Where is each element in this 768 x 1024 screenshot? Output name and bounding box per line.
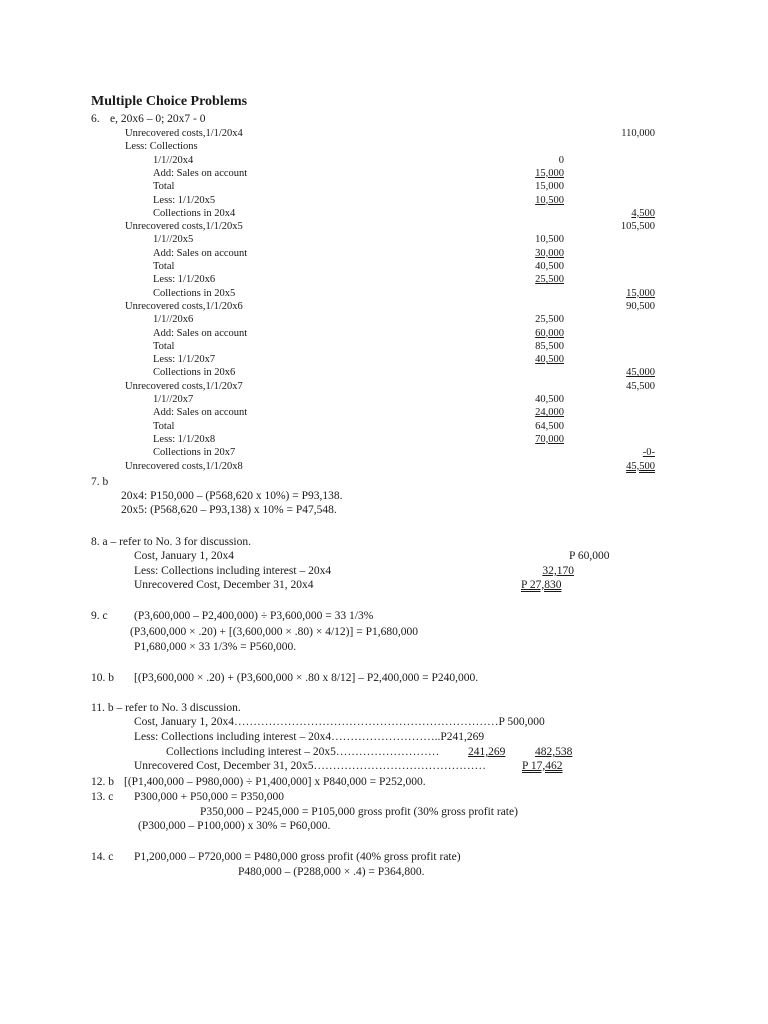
q6-row-label: Unrecovered costs,1/1/20x6	[125, 300, 243, 312]
q13-line-1: P300,000 + P50,000 = P350,000	[134, 791, 285, 803]
q6-row-label: Less: 1/1/20x6	[153, 274, 216, 286]
q11-number: 11. b – refer to No. 3 discussion.	[91, 702, 241, 714]
q8-line-2: Less: Collections including interest – 20x4	[134, 565, 332, 577]
q6-row-label: Add: Sales on account	[153, 407, 248, 419]
q6-row-label: Unrecovered costs,1/1/20x8	[125, 460, 243, 472]
q6-row-amount: 85,500	[535, 340, 564, 352]
q6-row-label: Less: 1/1/20x8	[153, 433, 216, 445]
q6-row-total: 4,500	[631, 207, 655, 219]
q6-row-label: 1/1//20x4	[153, 154, 194, 166]
q7-line-2: 20x5: (P568,620 – P93,138) x 10% = P47,548.	[121, 504, 337, 516]
q6-row-amount: 70,000	[535, 433, 564, 445]
q6-row-label: Less: 1/1/20x7	[153, 354, 216, 366]
q8-line-3: Unrecovered Cost, December 31, 20x4	[134, 579, 314, 591]
q6-row-label: Total	[153, 261, 175, 272]
q6-row-label: Add: Sales on account	[153, 327, 248, 339]
q6-row-label: Unrecovered costs,1/1/20x5	[125, 221, 243, 233]
q9-number: 9. c	[91, 610, 108, 622]
q10-number: 10. b	[91, 672, 114, 684]
q6-row-total: 90,500	[626, 300, 655, 312]
q6-row-label: Collections in 20x4	[153, 207, 236, 219]
q6-row-amount: 40,500	[535, 354, 564, 366]
q11-value-4: P 17,462	[522, 760, 563, 772]
q10-line-1: [(P3,600,000 × .20) + (P3,600,000 × .80 x 8/12] – P2,400,000 = P240,000.	[134, 672, 479, 684]
q6-row-label: Collections in 20x7	[153, 447, 236, 459]
q8-number: 8. a – refer to No. 3 for discussion.	[91, 536, 252, 548]
q6-number: 6.	[91, 113, 100, 125]
q6-row-amount: 24,000	[535, 407, 564, 419]
q11-line-2: Less: Collections including interest – 20x4………………………..P241,269	[134, 731, 485, 743]
q14-line-2: P480,000 – (P288,000 × .4) = P364,800.	[238, 866, 425, 878]
q8-line-1: Cost, January 1, 20x4	[134, 550, 234, 562]
q6-row-amount: 15,000	[535, 181, 564, 193]
q6-row-label: Collections in 20x6	[153, 367, 236, 379]
q8-value-1: P 60,000	[569, 550, 610, 562]
q11-value-3b: 482,538	[535, 746, 573, 758]
q6-row-label: Add: Sales on account	[153, 247, 248, 259]
q6-row-label: Less: Collections	[125, 141, 198, 153]
q6-row-total: 110,000	[621, 128, 655, 139]
q8-value-2: 32,170	[542, 565, 574, 577]
q6-row-amount: 25,500	[535, 274, 564, 286]
page-title: Multiple Choice Problems	[91, 94, 248, 109]
q6-row-amount: 25,500	[535, 314, 564, 326]
q12-number: 12. b	[91, 776, 114, 788]
q6-row-amount: 10,500	[535, 234, 564, 246]
q8-value-3: P 27,830	[521, 579, 562, 591]
q6-row-label: Add: Sales on account	[153, 167, 248, 179]
q13-line-2: P350,000 – P245,000 = P105,000 gross profit (30% gross profit rate)	[200, 806, 518, 818]
q6-row-amount: 40,500	[535, 261, 564, 272]
q6-row-label: Less: 1/1/20x5	[153, 194, 216, 206]
q7-number: 7. b	[91, 476, 109, 488]
q6-row-label: 1/1//20x5	[153, 234, 194, 246]
q9-line-2: (P3,600,000 × .20) + [(3,600,000 × .80) × 4/12)] = P1,680,000	[130, 626, 418, 638]
q9-line-3: P1,680,000 × 33 1/3% = P560,000.	[134, 641, 297, 653]
q7-line-1: 20x4: P150,000 – (P568,620 x 10%) = P93,138.	[121, 490, 343, 502]
q12-line-1: [(P1,400,000 – P980,000) ÷ P1,400,000] x P840,000 = P252,000.	[124, 776, 426, 788]
q6-row-amount: 64,500	[535, 420, 564, 432]
q6-row-amount: 0	[558, 154, 564, 166]
q6-row-label: Collections in 20x5	[153, 287, 236, 299]
q13-number: 13. c	[91, 791, 114, 803]
q6-row-amount: 30,000	[535, 247, 564, 259]
q6-row-amount: 15,000	[535, 167, 564, 179]
q6-row-total: 45,500	[626, 460, 655, 472]
q6-row-amount: 40,500	[535, 394, 564, 405]
q6-row-label: 1/1//20x7	[153, 394, 194, 405]
q9-line-1: (P3,600,000 – P2,400,000) ÷ P3,600,000 = 33 1/3%	[134, 610, 374, 622]
q13-line-3: (P300,000 – P100,000) x 30% = P60,000.	[138, 820, 331, 832]
q6-row-label: Unrecovered costs,1/1/20x7	[125, 380, 243, 392]
q6-row-total: 15,000	[626, 287, 655, 299]
q6-row-label: 1/1//20x6	[153, 314, 194, 326]
q14-line-1: P1,200,000 – P720,000 = P480,000 gross profit (40% gross profit rate)	[134, 851, 461, 863]
q6-row-amount: 10,500	[535, 194, 564, 206]
q11-line-1: Cost, January 1, 20x4……………………………………………………………P 500,000	[134, 716, 545, 728]
q6-row-total: 45,000	[626, 367, 655, 379]
q6-row-label: Total	[153, 181, 175, 193]
q6-row-label: Total	[153, 340, 175, 352]
q6-row-amount: 60,000	[535, 327, 564, 339]
q6-row-total: 45,500	[626, 380, 655, 392]
q11-value-3a: 241,269	[468, 746, 506, 758]
q6-row-label: Total	[153, 420, 175, 432]
q6-answer: e, 20x6 – 0; 20x7 - 0	[110, 113, 206, 125]
q6-row-total: 105,500	[620, 221, 655, 233]
q11-line-4: Unrecovered Cost, December 31, 20x5………………………………………	[134, 760, 486, 772]
q14-number: 14. c	[91, 851, 114, 863]
q11-line-3: Collections including interest – 20x5………………………	[166, 746, 440, 758]
q6-row-total: -0-	[642, 447, 655, 459]
q6-row-label: Unrecovered costs,1/1/20x4	[125, 128, 243, 139]
